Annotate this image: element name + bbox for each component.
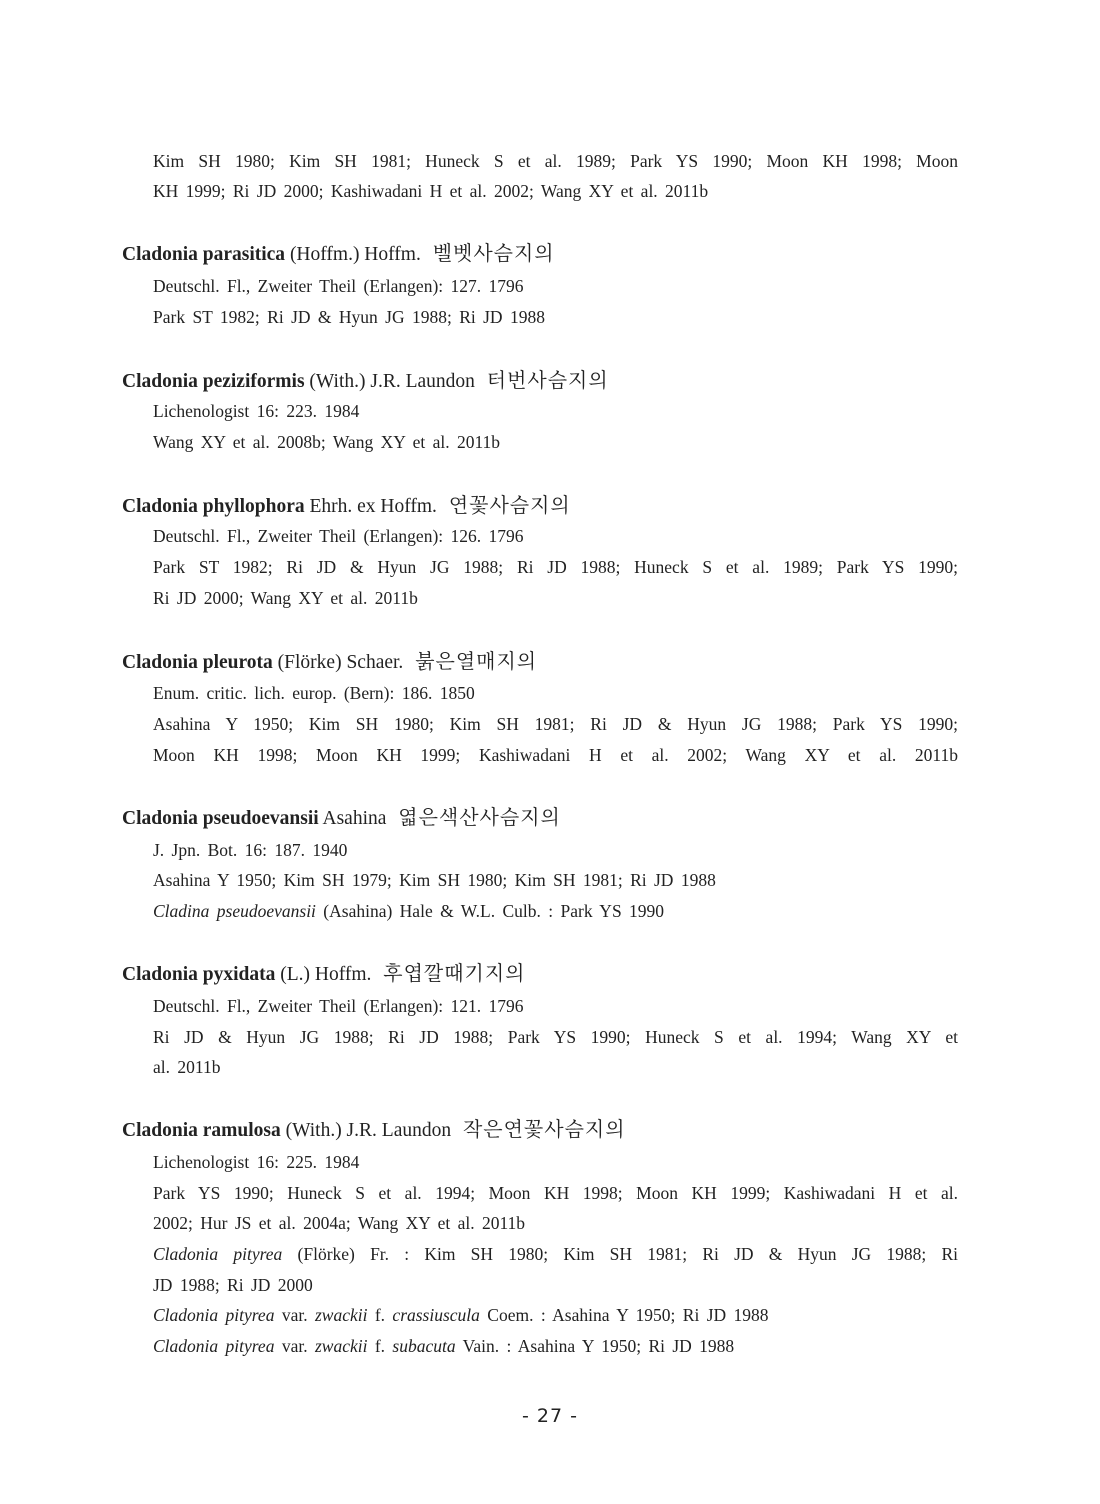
synonym-name: Cladonia pityrea	[153, 1244, 283, 1264]
species-name: Cladonia ramulosa	[122, 1120, 281, 1141]
publication-line: Enum. critic. lich. europ. (Bern): 186. 1850	[153, 683, 475, 703]
synonym-line	[153, 896, 958, 926]
reference-line: 2002; Hur JS et al. 2004a; Wang XY et al. 2011b	[153, 1213, 526, 1233]
reference-line: Ri JD & Hyun JG 1988; Ri JD 1988; Park YS 1990; Huneck S et al. 1994; Wang XY et	[153, 1027, 958, 1047]
korean-name: 벨벳사슴지의	[432, 241, 555, 265]
species-author: (With.) J.R. Laundon	[309, 371, 475, 392]
synonym-epithet: zwackii	[314, 1305, 368, 1325]
reference-line: Park YS 1990; Huneck S et al. 1994; Moon KH 1998; Moon KH 1999; Kashiwadani H et al.	[153, 1183, 958, 1203]
synonym-line	[153, 1300, 958, 1330]
species-heading	[122, 802, 561, 834]
species-heading	[122, 238, 555, 270]
reference-line: Park ST 1982; Ri JD & Hyun JG 1988; Ri JD 1988	[153, 307, 545, 327]
synonym-line	[153, 1239, 958, 1269]
species-heading	[122, 365, 609, 397]
species-author: (Flörke) Schaer.	[277, 652, 404, 673]
synonym-line: JD 1988; Ri JD 2000	[153, 1275, 313, 1295]
species-author: Ehrh. ex Hoffm.	[309, 496, 437, 517]
reference-line: KH 1999; Ri JD 2000; Kashiwadani H et al. 2002; Wang XY et al. 2011b	[153, 181, 709, 201]
korean-name: 붉은열매지의	[415, 649, 538, 673]
synonym-epithet: zwackii	[314, 1336, 368, 1356]
synonym-rank: var.	[274, 1336, 315, 1356]
reference-line: Park ST 1982; Ri JD & Hyun JG 1988; Ri JD 1988; Huneck S et al. 1989; Park YS 1990;	[153, 557, 958, 577]
synonym-rank: f.	[367, 1336, 393, 1356]
reference-line: Asahina Y 1950; Kim SH 1979; Kim SH 1980; Kim SH 1981; Ri JD 1988	[153, 870, 716, 890]
reference-line: Asahina Y 1950; Kim SH 1980; Kim SH 1981; Ri JD & Hyun JG 1988; Park YS 1990;	[153, 714, 958, 734]
species-author: (With.) J.R. Laundon	[285, 1120, 452, 1141]
synonym-epithet: crassiuscula	[392, 1305, 480, 1325]
reference-line: al. 2011b	[153, 1057, 221, 1077]
synonym-rank: var.	[274, 1305, 315, 1325]
synonym-citation: Coem. : Asahina Y 1950; Ri JD 1988	[479, 1305, 769, 1325]
publication-line: Deutschl. Fl., Zweiter Theil (Erlangen): 127. 1796	[153, 276, 524, 296]
synonym-epithet: subacuta	[392, 1336, 456, 1356]
synonym-name: Cladina pseudoevansii	[153, 901, 316, 921]
publication-line: Deutschl. Fl., Zweiter Theil (Erlangen): 126. 1796	[153, 526, 524, 546]
species-author: Asahina	[322, 808, 387, 829]
synonym-rank: f.	[367, 1305, 393, 1325]
species-heading	[122, 1114, 626, 1146]
synonym-citation: (Flörke) Fr. : Kim SH 1980; Kim SH 1981; Ri JD & Hyun JG 1988; Ri	[282, 1244, 958, 1264]
species-name: Cladonia peziziformis	[122, 371, 305, 392]
publication-line: Deutschl. Fl., Zweiter Theil (Erlangen): 121. 1796	[153, 996, 524, 1016]
publication-line: J. Jpn. Bot. 16: 187. 1940	[153, 840, 348, 860]
species-heading	[122, 646, 537, 678]
reference-line: Moon KH 1998; Moon KH 1999; Kashiwadani H et al. 2002; Wang XY et al. 2011b	[153, 745, 958, 765]
synonym-name: Cladonia pityrea	[153, 1305, 275, 1325]
korean-name: 작은연꽃사슴지의	[462, 1117, 626, 1141]
species-author: (L.) Hoffm.	[280, 964, 372, 985]
page-number: - 27 -	[522, 1405, 578, 1427]
korean-name: 터번사슴지의	[486, 368, 609, 392]
species-name: Cladonia pyxidata	[122, 964, 276, 985]
korean-name: 엷은색산사슴지의	[398, 805, 561, 829]
species-name: Cladonia pleurota	[122, 652, 273, 673]
korean-name: 연꽃사슴지의	[448, 493, 571, 517]
korean-name: 후엽깔때기지의	[383, 961, 526, 985]
synonym-line	[153, 1331, 958, 1361]
species-heading	[122, 958, 526, 990]
synonym-citation: (Asahina) Hale & W.L. Culb. : Park YS 1990	[315, 901, 665, 921]
species-name: Cladonia parasitica	[122, 244, 286, 265]
species-name: Cladonia pseudoevansii	[122, 808, 319, 829]
publication-line: Lichenologist 16: 225. 1984	[153, 1152, 360, 1172]
species-author: (Hoffm.) Hoffm.	[289, 244, 421, 265]
synonym-name: Cladonia pityrea	[153, 1336, 275, 1356]
reference-line: Ri JD 2000; Wang XY et al. 2011b	[153, 588, 418, 608]
reference-line: Kim SH 1980; Kim SH 1981; Huneck S et al. 1989; Park YS 1990; Moon KH 1998; Moon	[153, 151, 958, 171]
species-name: Cladonia phyllophora	[122, 496, 305, 517]
reference-line: Wang XY et al. 2008b; Wang XY et al. 2011b	[153, 432, 501, 452]
species-heading	[122, 490, 571, 522]
publication-line: Lichenologist 16: 223. 1984	[153, 401, 360, 421]
synonym-citation: Vain. : Asahina Y 1950; Ri JD 1988	[455, 1336, 735, 1356]
